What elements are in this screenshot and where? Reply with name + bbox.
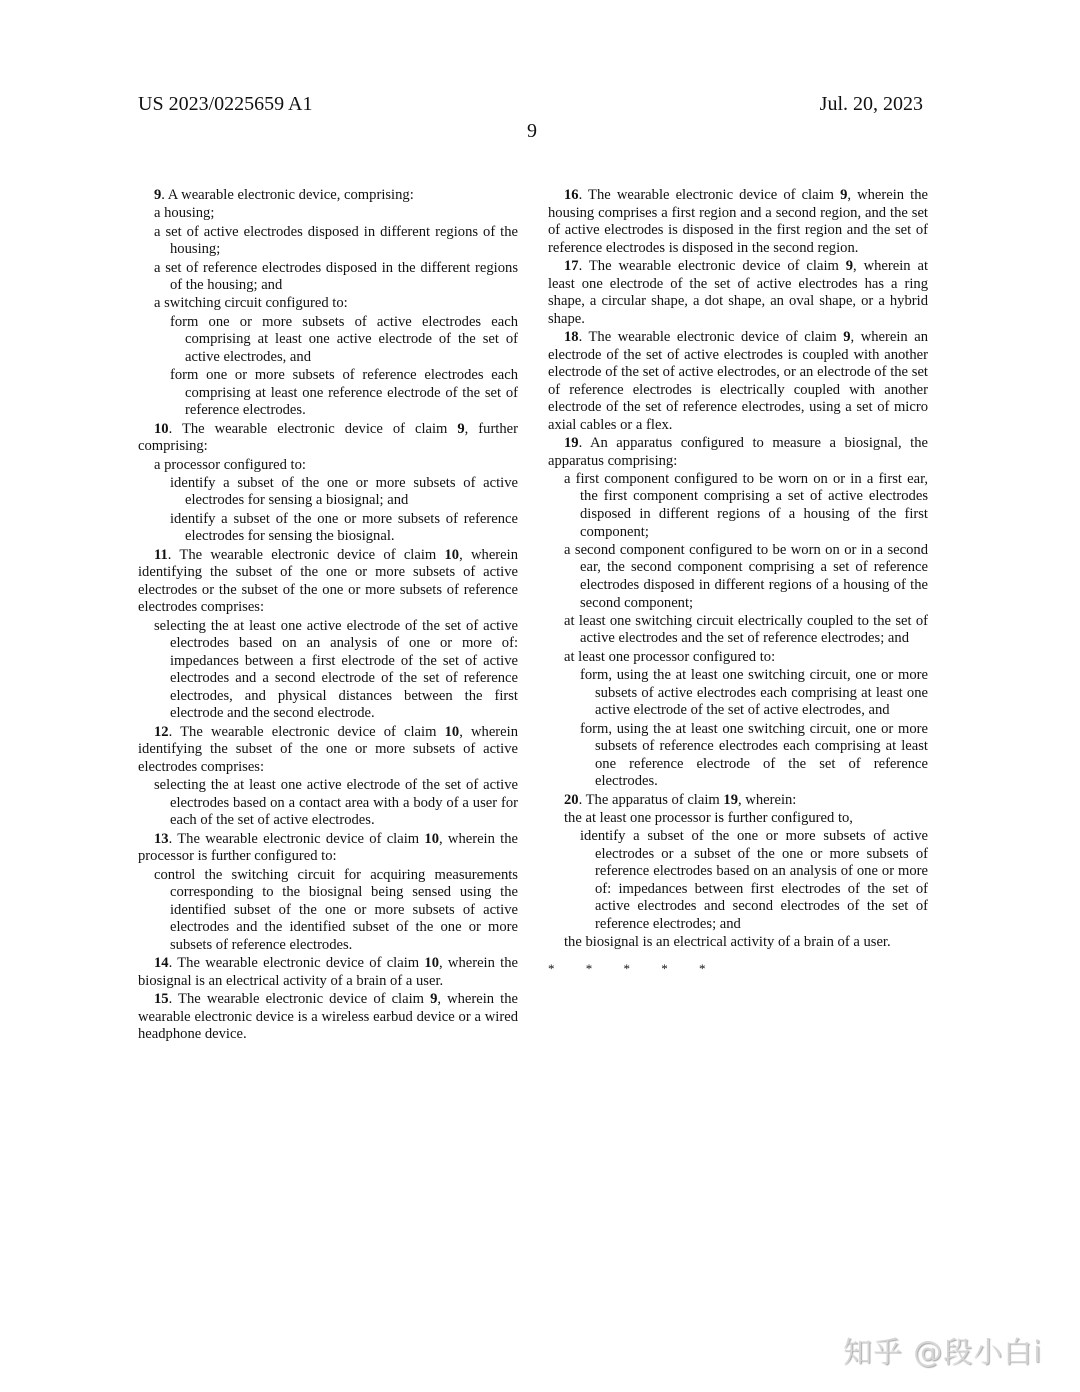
claim-text: . The wearable electronic device of claim	[167, 546, 445, 563]
claim-text: identify a subset of the one or more subsets of active electrodes for sensing a biosignal; and	[170, 474, 518, 509]
claim-paragraph	[138, 831, 518, 866]
claim-text: . The wearable electronic device of claim	[168, 723, 445, 740]
claim-element	[138, 260, 518, 295]
claim-element	[138, 224, 518, 259]
claim-text: , wherein identifying the subset of the one or more subsets of active electrodes or the subset of the one or more subsets of reference electrodes comprises:	[138, 546, 518, 616]
claim-text: . The wearable electronic device of claim	[168, 990, 431, 1007]
claim-text: . The wearable electronic device of claim	[168, 955, 425, 972]
claim-number: 9	[845, 257, 854, 274]
claim-number: 10	[444, 723, 460, 740]
claim-element	[138, 867, 518, 955]
claims-right-column	[548, 187, 928, 978]
claim-element	[138, 367, 518, 420]
claim-text: , wherein the processor is further configured to:	[138, 830, 519, 865]
claim-text: . A wearable electronic device, comprising:	[161, 187, 414, 203]
claim-number: 19	[564, 435, 579, 452]
claim-text: the at least one processor is further configured to,	[564, 809, 853, 826]
claim-number: 18	[564, 328, 579, 345]
claim-text: a switching circuit configured to:	[154, 295, 348, 312]
claim-text: , wherein the housing comprises a first region and a second region, and the set of active electrodes is disposed in the first region and the set of reference electrodes is disposed in the second region.	[548, 187, 928, 256]
claim-text: . The wearable electronic device of claim	[168, 420, 458, 437]
claim-paragraph	[138, 187, 518, 205]
claim-element	[138, 618, 518, 723]
claim-paragraph	[138, 421, 518, 456]
end-of-claims-marker: * * * * *	[548, 960, 720, 976]
claim-element	[138, 314, 518, 367]
claim-element	[138, 475, 518, 510]
claim-text: , wherein an electrode of the set of active electrodes is coupled with another electrode of the set of active electrodes, or an electrode of the set of reference electrodes is electrically coupled with another electrode of the set of reference electrodes, using a set of micro axial cables or a flex.	[548, 328, 928, 433]
claim-number: 9	[154, 187, 162, 203]
claim-element	[548, 828, 928, 933]
claim-text: selecting the at least one active electrode of the set of active electrodes based on an analysis of one or more of: impedances between a first electrode of the set of active electrodes and a second electrode of the set of reference electrodes, and physical distances between the first electrode and the second electrode.	[154, 617, 518, 722]
claim-element	[138, 777, 518, 830]
claim-text: . The wearable electronic device of claim	[168, 830, 425, 847]
claim-text: , wherein identifying the subset of the one or more subsets of active electrodes comprises:	[138, 723, 518, 775]
claim-element	[138, 295, 518, 313]
claim-number: 9	[843, 328, 851, 345]
claim-text: . The apparatus of claim	[578, 791, 724, 808]
claim-text: , further comprising:	[138, 420, 518, 455]
claims-left-column	[138, 187, 518, 1044]
claim-text: a set of reference electrodes disposed in the different regions of the housing; and	[154, 259, 518, 294]
claim-element	[548, 667, 928, 720]
claim-element	[548, 613, 928, 648]
page-number: 9	[527, 120, 537, 142]
claim-element	[138, 511, 518, 546]
claim-text: selecting the at least one active electrode of the set of active electrodes based on a contact area with a body of a user for each of the set of active electrodes.	[154, 777, 518, 829]
claim-text: , wherein:	[738, 791, 797, 808]
claim-number: 10	[424, 955, 439, 972]
claim-number: 11	[154, 546, 168, 563]
claim-text: a housing;	[154, 205, 215, 222]
claim-number: 17	[564, 257, 579, 274]
claim-number: 9	[457, 420, 465, 437]
claim-text: at least one switching circuit electrically coupled to the set of active electrodes and the set of reference electrodes; and	[564, 612, 928, 647]
claim-number: 9	[430, 990, 438, 1007]
claim-element	[138, 205, 518, 223]
claim-text: identify a subset of the one or more subsets of reference electrodes for sensing the biosignal.	[170, 510, 518, 545]
claim-text: form one or more subsets of active electrodes each comprising at least one active electrode of the set of active electrodes, and	[170, 313, 518, 365]
claim-number: 10	[154, 420, 169, 437]
claim-element	[548, 721, 928, 791]
publication-number: US 2023/0225659 A1	[138, 93, 313, 115]
claim-element	[548, 810, 928, 828]
publication-date: Jul. 20, 2023	[819, 93, 923, 115]
claim-text: , wherein the wearable electronic device is a wireless earbud device or a wired headphone device.	[138, 990, 518, 1043]
claim-element	[548, 542, 928, 612]
claim-number: 10	[424, 830, 439, 847]
claim-paragraph	[138, 955, 518, 990]
claim-number: 13	[154, 830, 169, 847]
claim-text: , wherein the biosignal is an electrical activity of a brain of a user.	[138, 955, 519, 989]
claim-text: a processor configured to:	[154, 456, 306, 473]
claim-number: 15	[154, 990, 169, 1007]
claim-paragraph	[548, 258, 928, 328]
claim-number: 19	[723, 791, 738, 808]
claim-paragraph	[138, 724, 518, 777]
claim-text: a set of active electrodes disposed in different regions of the housing;	[154, 223, 518, 258]
claim-paragraph	[548, 792, 928, 810]
watermark: 知乎 @段小白i	[843, 1335, 1043, 1369]
claim-paragraph	[138, 547, 518, 617]
claim-paragraph	[548, 187, 928, 257]
claim-number: 9	[840, 187, 848, 203]
claim-element	[548, 934, 928, 952]
claim-paragraph	[548, 329, 928, 434]
claim-paragraph	[138, 991, 518, 1044]
claim-text: at least one processor configured to:	[564, 648, 776, 665]
claim-text: form one or more subsets of reference electrodes each comprising at least one reference electrode of the set of reference electrodes.	[170, 367, 518, 419]
claim-text: a first component configured to be worn on or in a first ear, the first component comprising a set of active electrodes disposed in different regions of a housing of the first component;	[564, 470, 928, 540]
claim-text: . The wearable electronic device of claim	[578, 328, 844, 345]
claim-text: . The wearable electronic device of claim	[578, 187, 841, 203]
claim-text: a second component configured to be worn on or in a second ear, the second component comprising a set of reference electrodes disposed in different regions of a housing of the second component;	[564, 541, 928, 611]
claim-number: 16	[564, 187, 579, 203]
claim-number: 20	[564, 791, 579, 808]
claim-text: form, using the at least one switching circuit, one or more subsets of reference electrodes each comprising at least one reference electrode of the set of reference electrodes.	[580, 720, 928, 790]
claim-element	[548, 649, 928, 667]
claim-paragraph	[548, 435, 928, 470]
claim-number: 10	[444, 546, 460, 563]
claim-text: form, using the at least one switching circuit, one or more subsets of active electrodes each comprising at least one active electrode of the set of active electrodes, and	[580, 667, 928, 719]
claim-text: . An apparatus configured to measure a biosignal, the apparatus comprising:	[548, 435, 928, 469]
claim-text: control the switching circuit for acquiring measurements corresponding to the biosignal being sensed using the identified subset of the one or more subsets of active electrodes and the identified subset of the one or more subsets of reference electrodes.	[154, 866, 518, 953]
claim-text: , wherein at least one electrode of the set of active electrodes has a ring shape, a circular shape, a dot shape, an oval shape, or a hybrid shape.	[548, 257, 929, 327]
claim-number: 14	[154, 955, 169, 972]
claim-text: the biosignal is an electrical activity of a brain of a user.	[564, 934, 891, 951]
claim-element	[138, 457, 518, 475]
claim-text: . The wearable electronic device of claim	[578, 257, 846, 274]
claim-text: identify a subset of the one or more subsets of active electrodes or a subset of the one or more subsets of reference electrodes based on an analysis of one or more of: impedances between first electrodes of the set of active electrodes and second electrodes of the set of reference electrodes; and	[580, 828, 928, 932]
claim-element	[548, 471, 928, 541]
claim-number: 12	[154, 723, 169, 740]
